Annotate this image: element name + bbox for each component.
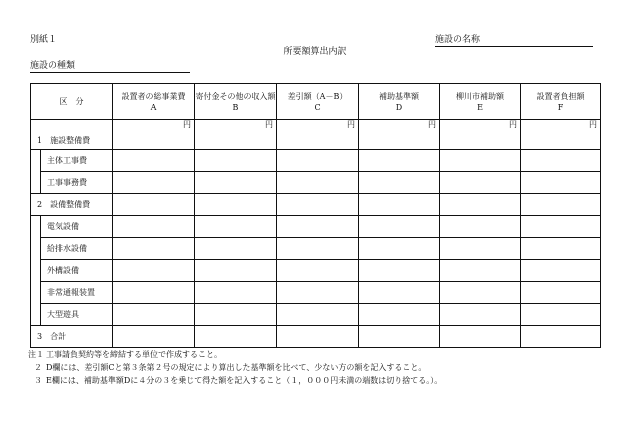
indent-spacer bbox=[31, 304, 41, 326]
row-label: 外構設備 bbox=[41, 260, 113, 282]
column-f-letter: F bbox=[557, 102, 564, 112]
table-cell[interactable] bbox=[277, 304, 359, 326]
indent-spacer bbox=[31, 150, 41, 172]
table-row bbox=[31, 216, 601, 238]
indent-spacer bbox=[31, 282, 41, 304]
table-cell[interactable] bbox=[359, 238, 440, 260]
cell-unit-c[interactable]: 円 bbox=[277, 120, 359, 150]
table-cell[interactable] bbox=[195, 172, 277, 194]
table-cell[interactable] bbox=[359, 172, 440, 194]
section-row-total bbox=[31, 326, 601, 348]
row-label: 工事事務費 bbox=[41, 172, 113, 194]
table-cell[interactable] bbox=[113, 260, 195, 282]
table-row bbox=[31, 238, 601, 260]
row-label: 給排水設備 bbox=[41, 238, 113, 260]
note-3 bbox=[28, 374, 442, 387]
table-cell[interactable] bbox=[359, 150, 440, 172]
section-title-total: 3 合計 bbox=[31, 326, 113, 348]
table-cell[interactable] bbox=[521, 260, 601, 282]
sheet-label: 別紙１ bbox=[30, 35, 58, 45]
cell-unit-f[interactable]: 円 bbox=[521, 120, 601, 150]
facility-type-field[interactable] bbox=[30, 72, 190, 73]
cell-unit-a[interactable]: 円 bbox=[113, 120, 195, 150]
table-row bbox=[31, 260, 601, 282]
table-cell[interactable] bbox=[277, 282, 359, 304]
column-a-letter: A bbox=[150, 102, 157, 112]
table-cell[interactable] bbox=[440, 304, 521, 326]
indent-spacer bbox=[31, 172, 41, 194]
cost-breakdown-table bbox=[30, 83, 601, 348]
table-cell[interactable] bbox=[359, 194, 440, 216]
table-cell[interactable] bbox=[440, 194, 521, 216]
row-label: 主体工事費 bbox=[41, 150, 113, 172]
indent-spacer bbox=[31, 260, 41, 282]
section-title-facility: 1 施設整備費 bbox=[31, 120, 113, 150]
table-cell[interactable] bbox=[113, 326, 195, 348]
cell-unit-d[interactable]: 円 bbox=[359, 120, 440, 150]
table-cell[interactable] bbox=[195, 150, 277, 172]
section-title-equipment: 2 設備整備費 bbox=[31, 194, 113, 216]
column-f-label: 設置者負担額 bbox=[536, 91, 585, 101]
table-row bbox=[31, 304, 601, 326]
table-cell[interactable] bbox=[113, 172, 195, 194]
table-cell[interactable] bbox=[440, 150, 521, 172]
column-d-letter: D bbox=[395, 102, 403, 112]
table-cell[interactable] bbox=[359, 282, 440, 304]
table-cell[interactable] bbox=[521, 216, 601, 238]
note-2-prefix: ２ bbox=[34, 363, 42, 372]
table-cell[interactable] bbox=[521, 282, 601, 304]
table-cell[interactable] bbox=[440, 238, 521, 260]
table-cell[interactable] bbox=[440, 216, 521, 238]
note-1-text: 工事請負契約等を締結する単位で作成すること。 bbox=[46, 350, 222, 359]
document-title: 所要額算出内訳 bbox=[283, 47, 347, 57]
table-cell[interactable] bbox=[277, 150, 359, 172]
column-header-a bbox=[113, 84, 195, 120]
table-cell[interactable] bbox=[195, 194, 277, 216]
row-label: 大型遊具 bbox=[41, 304, 113, 326]
note-2-text: D欄には、差引額Cと第３条第２号の規定により算出した基準額を比べて、少ない方の額を記入すること。 bbox=[46, 363, 427, 372]
table-cell[interactable] bbox=[277, 216, 359, 238]
table-cell[interactable] bbox=[359, 304, 440, 326]
table-row bbox=[31, 150, 601, 172]
table-row bbox=[31, 282, 601, 304]
table-cell[interactable] bbox=[521, 172, 601, 194]
table-cell[interactable] bbox=[521, 326, 601, 348]
section-row-facility bbox=[31, 120, 601, 150]
column-header-c bbox=[277, 84, 359, 120]
table-cell[interactable] bbox=[277, 260, 359, 282]
cell-unit-b[interactable]: 円 bbox=[195, 120, 277, 150]
column-e-label: 柳川市補助額 bbox=[456, 91, 504, 101]
section-row-equipment bbox=[31, 194, 601, 216]
column-c-label: 差引額（A－B） bbox=[287, 91, 348, 101]
row-label: 非常通報装置 bbox=[41, 282, 113, 304]
table-cell[interactable] bbox=[113, 150, 195, 172]
column-header-b bbox=[195, 84, 277, 120]
table-cell[interactable] bbox=[359, 260, 440, 282]
table-cell[interactable] bbox=[195, 260, 277, 282]
column-c-letter: C bbox=[314, 102, 321, 112]
table-cell[interactable] bbox=[440, 260, 521, 282]
table-cell[interactable] bbox=[521, 304, 601, 326]
header-row bbox=[31, 84, 601, 120]
column-header-d bbox=[359, 84, 440, 120]
table-cell[interactable] bbox=[195, 216, 277, 238]
note-2 bbox=[28, 361, 442, 374]
table-cell[interactable] bbox=[277, 172, 359, 194]
table-cell[interactable] bbox=[277, 194, 359, 216]
table-row bbox=[31, 172, 601, 194]
table-cell[interactable] bbox=[195, 326, 277, 348]
table-cell[interactable] bbox=[521, 150, 601, 172]
table-cell[interactable] bbox=[277, 238, 359, 260]
column-header-e bbox=[440, 84, 521, 120]
table-cell[interactable] bbox=[359, 216, 440, 238]
column-e-letter: E bbox=[477, 102, 483, 112]
indent-spacer bbox=[31, 216, 41, 238]
column-a-label: 設置者の総事業費 bbox=[121, 91, 186, 101]
facility-name-label: 施設の名称 bbox=[435, 35, 481, 45]
cell-unit-e[interactable]: 円 bbox=[440, 120, 521, 150]
indent-spacer bbox=[31, 238, 41, 260]
table-cell[interactable] bbox=[440, 172, 521, 194]
column-header-f bbox=[521, 84, 601, 120]
table-cell[interactable] bbox=[113, 282, 195, 304]
column-b-letter: B bbox=[232, 102, 239, 112]
table-cell[interactable] bbox=[277, 326, 359, 348]
row-label: 電気設備 bbox=[41, 216, 113, 238]
table-cell[interactable] bbox=[195, 238, 277, 260]
note-1-prefix: 注１ bbox=[28, 350, 44, 359]
table-cell[interactable] bbox=[195, 282, 277, 304]
facility-type-label: 施設の種類 bbox=[30, 61, 76, 71]
table-cell[interactable] bbox=[359, 326, 440, 348]
column-b-label: 寄付金その他の収入額 bbox=[195, 91, 276, 101]
table-cell[interactable] bbox=[113, 216, 195, 238]
column-d-label: 補助基準額 bbox=[379, 91, 419, 101]
notes bbox=[28, 348, 442, 387]
note-1 bbox=[28, 348, 442, 361]
table-cell[interactable] bbox=[440, 326, 521, 348]
table-cell[interactable] bbox=[113, 194, 195, 216]
note-3-prefix: ３ bbox=[34, 376, 42, 385]
category-header: 区 分 bbox=[31, 84, 113, 120]
note-3-text: E欄には、補助基準額Dに４分の３を乗じて得た額を記入すること（１，０００円未満の端数は切り捨てる。）。 bbox=[46, 376, 443, 385]
table-cell[interactable] bbox=[113, 238, 195, 260]
table-cell[interactable] bbox=[521, 238, 601, 260]
table-cell[interactable] bbox=[195, 304, 277, 326]
table-cell[interactable] bbox=[113, 304, 195, 326]
table-cell[interactable] bbox=[521, 194, 601, 216]
table-cell[interactable] bbox=[440, 282, 521, 304]
